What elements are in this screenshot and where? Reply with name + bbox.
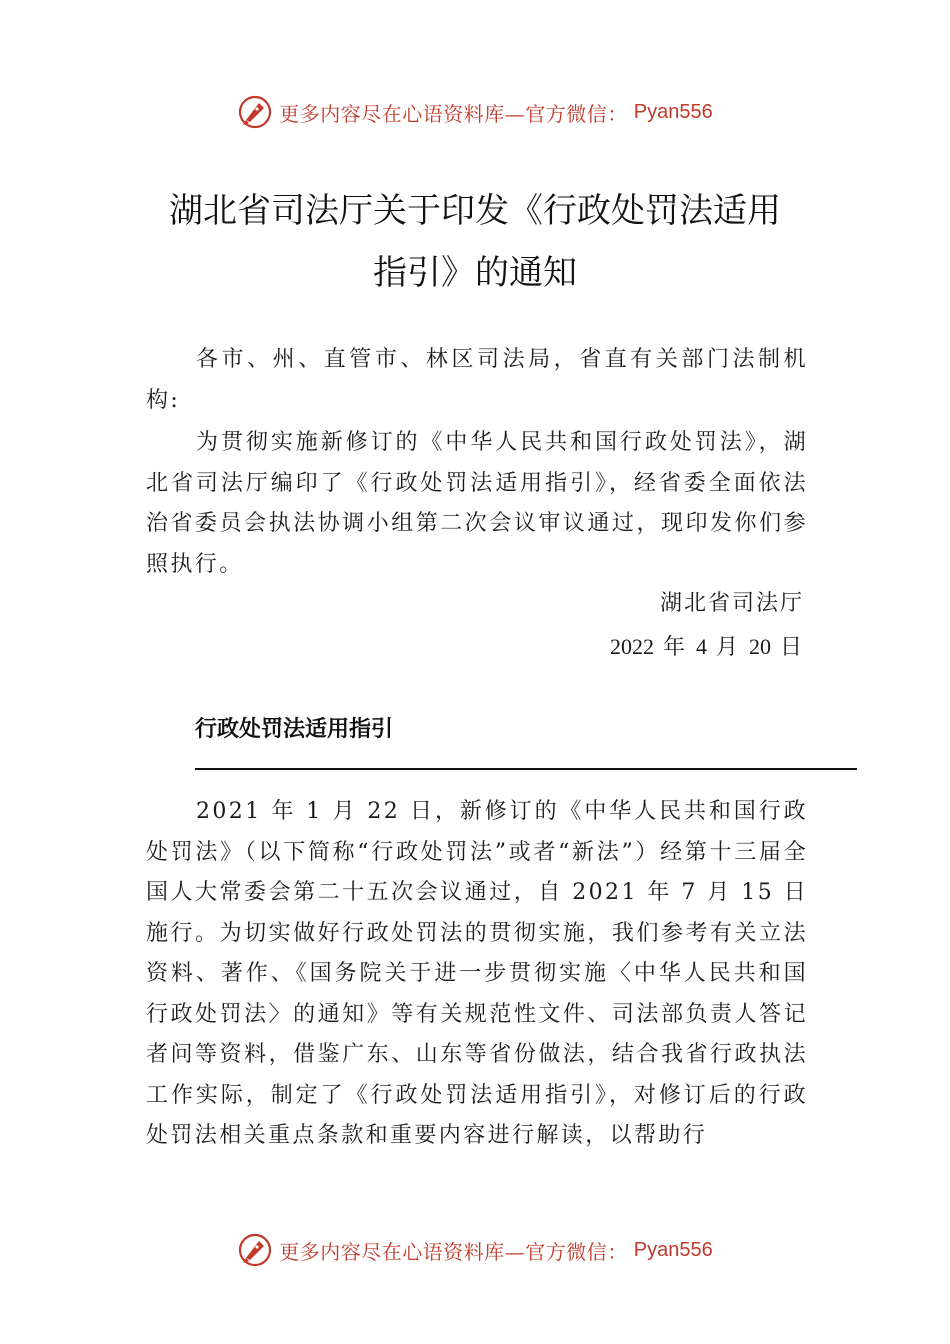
date-day: 20 [748, 634, 771, 659]
heading-divider [195, 768, 857, 770]
watermark-wechat-id: Pyan556 [633, 1238, 713, 1261]
watermark-wechat-id: Pyan556 [633, 100, 713, 123]
notice-body: 为贯彻实施新修订的《中华人民共和国行政处罚法》，湖北省司法厅编印了《行政处罚法适用指引》，经省委全面依法治省委员会执法协调小组第二次会议审议通过，现印发你们参照执行。 [146, 430, 808, 577]
notice-issuer: 湖北省司法厅 [659, 591, 804, 616]
watermark-text: 更多内容尽在心语资料库—官方微信： [279, 101, 628, 126]
header-watermark [0, 94, 950, 130]
watermark-text: 更多内容尽在心语资料库—官方微信： [279, 1239, 628, 1264]
notice-salutation: 各市、州、直管市、林区司法局，省直有关部门法制机构: [146, 347, 808, 413]
date-year: 2022 [609, 634, 654, 659]
notice-date [610, 630, 804, 661]
date-year-unit: 年 [662, 635, 687, 660]
date-month: 4 [695, 634, 707, 659]
guide-heading: 行政处罚法适用指引 [195, 717, 394, 742]
pen-nib-circle-icon [237, 1232, 273, 1268]
date-month-unit: 月 [715, 635, 740, 660]
title-line-2: 指引》的通知 [373, 253, 577, 293]
document-title [140, 180, 810, 304]
date-day-unit: 日 [779, 635, 804, 660]
footer-watermark [0, 1232, 950, 1268]
title-line-1: 湖北省司法厅关于印发《行政处罚法适用 [169, 191, 781, 231]
pen-nib-circle-icon [237, 94, 273, 130]
guide-intro: 2021 年 1 月 22 日，新修订的《中华人民共和国行政处罚法》（以下简称“行政处罚法”或者“新法”）经第十三届全国人大常委会第二十五次会议通过，自 2021 年 7 月 15 日施行。为切实做好行政处罚法的贯彻实施，我们参考有关立法资料、著作、《国务院关于进一步贯彻实施〈中华人民共和国行政处罚法〉的通知》等有关规范性文件、司法部负责人答记者问等资料，借鉴广东、山东等省份做法，结合我省行政执法工作实际，制定了《行政处罚法适用指引》，对修订后的行政处罚法相关重点条款和重要内容进行解读，以帮助行 [146, 799, 808, 1148]
